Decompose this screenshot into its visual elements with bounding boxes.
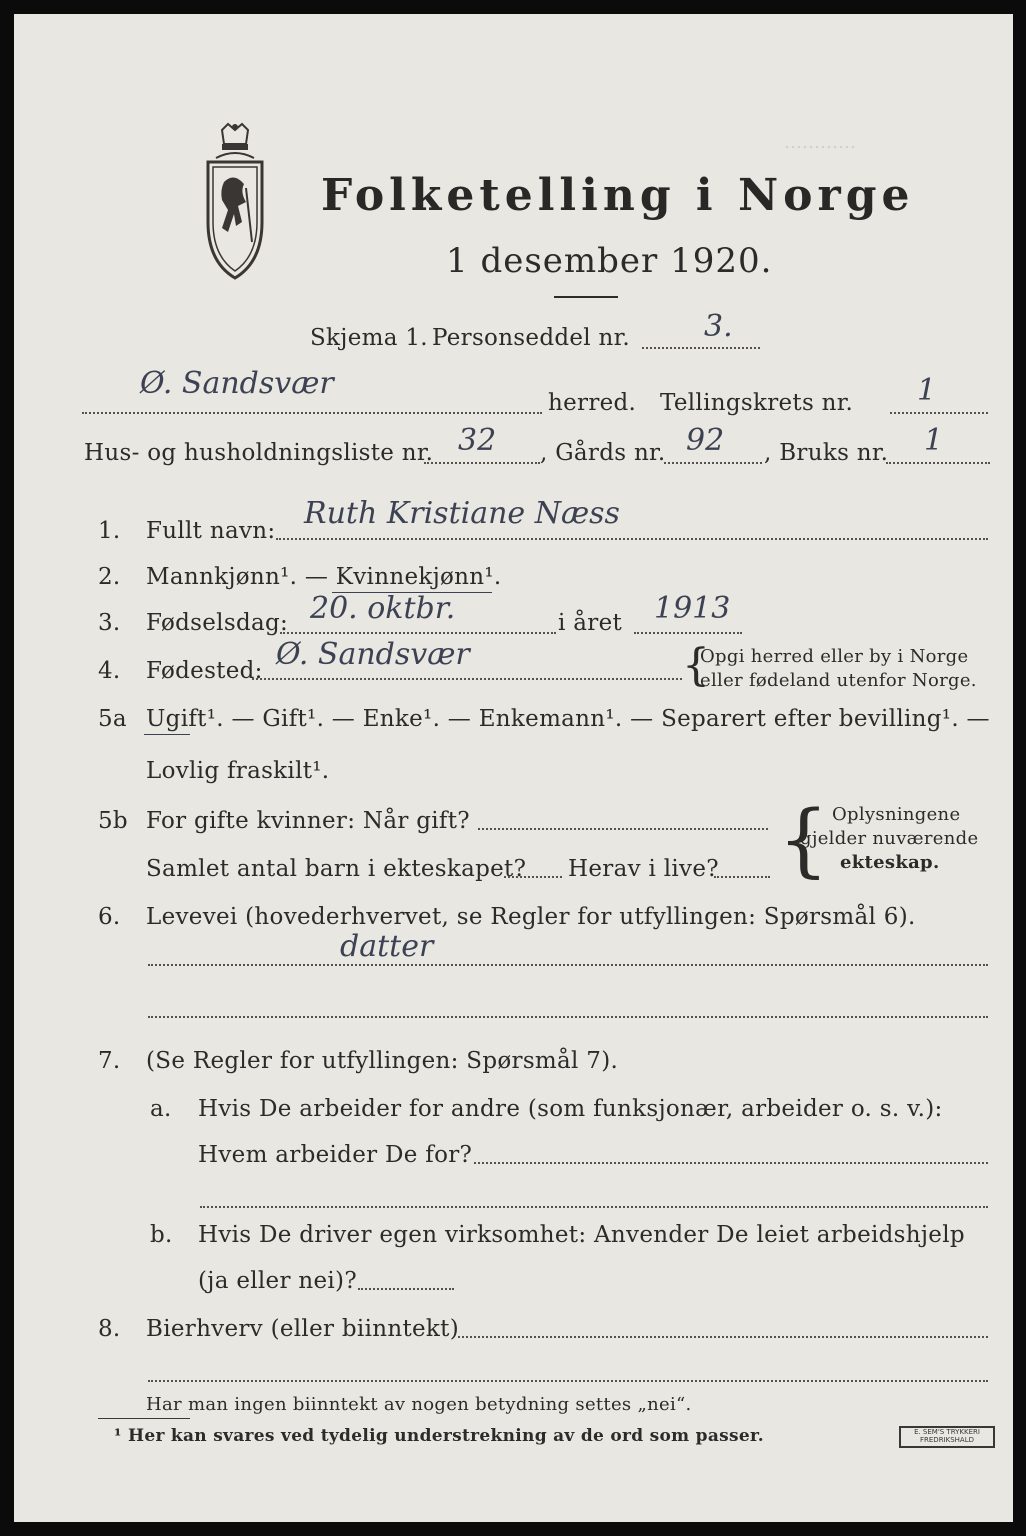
tellingskrets-line [890, 412, 988, 414]
q5b-label: For gifte kvinner: Når gift? [146, 808, 470, 834]
q2-label: Mannkjønn¹. — Kvinnekjønn¹. [146, 564, 502, 590]
q5b-label-2: Samlet antal barn i ekteskapet? [146, 856, 527, 882]
q8-label: Bierhverv (eller biinntekt) [146, 1316, 459, 1342]
q7b-number: b. [150, 1222, 173, 1248]
q3-line [280, 632, 556, 634]
bruks-value[interactable]: 1 [924, 423, 944, 458]
q7a-line-1 [474, 1162, 988, 1164]
q5a-underline [144, 734, 190, 735]
q5b-married-line [478, 828, 768, 830]
q4-number: 4. [98, 658, 121, 684]
q4-note-1: Opgi herred eller by i Norge [700, 646, 969, 667]
q2-number: 2. [98, 564, 121, 590]
personseddel-label: Personseddel nr. [432, 325, 631, 351]
q7b-label-2: (ja eller nei)? [198, 1268, 357, 1294]
hus-value[interactable]: 32 [458, 423, 497, 458]
tellingskrets-value[interactable]: 1 [917, 373, 937, 408]
herred-line [82, 412, 542, 414]
q4-label: Fødested: [146, 658, 263, 684]
q7b-label: Hvis De driver egen virksomhet: Anvender De leiet arbeidshjelp [198, 1222, 965, 1248]
q7a-label-2: Hvem arbeider De for? [198, 1142, 473, 1168]
q5b-note-2: gjelder nuværende [800, 828, 979, 849]
herred-value[interactable]: Ø. Sandsvær [140, 366, 334, 401]
gards-value[interactable]: 92 [686, 423, 725, 458]
q4-note-2: eller fødeland utenfor Norge. [700, 670, 977, 691]
herred-label: herred. [548, 390, 637, 416]
q7a-number: a. [150, 1096, 172, 1122]
gards-line [664, 462, 762, 464]
q5b-number: 5b [98, 808, 128, 834]
footnote: ¹ Her kan svares ved tydelig understrekning av de ord som passer. [114, 1426, 764, 1446]
bruks-label: , Bruks nr. [764, 440, 889, 466]
personseddel-line [642, 347, 760, 349]
gards-label: , Gårds nr. [540, 440, 666, 466]
q3-value[interactable]: 20. oktbr. [310, 591, 456, 626]
personseddel-value[interactable]: 3. [704, 309, 733, 344]
tellingskrets-label: Tellingskrets nr. [660, 390, 854, 416]
census-form [14, 14, 1013, 1522]
q8-line-2 [148, 1380, 988, 1382]
q8-line-1 [458, 1336, 988, 1338]
bleed-through: ………… [784, 132, 856, 153]
q6-number: 6. [98, 904, 121, 930]
q3-year-label: i året [558, 610, 623, 636]
q7-number: 7. [98, 1048, 121, 1074]
q5b-note-1: Oplysningene [832, 804, 961, 825]
q7-label: (Se Regler for utfyllingen: Spørsmål 7). [146, 1048, 619, 1074]
q1-number: 1. [98, 518, 121, 544]
q3-number: 3. [98, 610, 121, 636]
form-title: Folketelling i Norge [321, 170, 915, 221]
q4-brace: { [682, 640, 710, 691]
q4-line [252, 678, 682, 680]
q6-label: Levevei (hovederhvervet, se Regler for utfyllingen: Spørsmål 6). [146, 904, 916, 930]
q5b-alive-line [714, 876, 770, 878]
q7a-line-2 [200, 1206, 988, 1208]
q8-note: Har man ingen biinntekt av nogen betydning settes „nei“. [146, 1394, 692, 1415]
q5b-children-line [504, 876, 562, 878]
q4-value[interactable]: Ø. Sandsvær [276, 637, 470, 672]
hus-label: Hus- og husholdningsliste nr. [84, 440, 434, 466]
q3-year-value[interactable]: 1913 [654, 591, 731, 626]
q5b-label-3: Herav i live? [568, 856, 719, 882]
hus-line [424, 462, 540, 464]
q5b-note-3: ekteskap. [840, 852, 940, 873]
q5a-label: Ugift¹. — Gift¹. — Enke¹. — Enkemann¹. — Separert efter bevilling¹. — [146, 706, 990, 732]
q6-line-1 [148, 964, 988, 966]
q5a-label-2: Lovlig fraskilt¹. [146, 758, 330, 784]
bruks-line [886, 462, 990, 464]
q1-line [276, 538, 988, 540]
q5a-number: 5a [98, 706, 127, 732]
q8-number: 8. [98, 1316, 121, 1342]
q6-value[interactable]: datter [340, 929, 434, 964]
q5b-brace: { [778, 793, 829, 886]
q7b-line [358, 1288, 454, 1290]
coat-of-arms-icon [194, 122, 276, 282]
footnote-divider [98, 1418, 190, 1419]
title-divider [554, 296, 618, 298]
schema-label: Skjema 1. [310, 325, 428, 351]
printer-stamp: E. SEM'S TRYKKERI FREDRIKSHALD [899, 1426, 995, 1448]
q1-value[interactable]: Ruth Kristiane Næss [304, 496, 620, 531]
q6-line-2 [148, 1016, 988, 1018]
q3-year-line [634, 632, 742, 634]
census-date: 1 desember 1920. [446, 241, 773, 281]
q3-label: Fødselsdag: [146, 610, 289, 636]
q7a-label: Hvis De arbeider for andre (som funksjonær, arbeider o. s. v.): [198, 1096, 943, 1122]
q1-label: Fullt navn: [146, 518, 276, 544]
